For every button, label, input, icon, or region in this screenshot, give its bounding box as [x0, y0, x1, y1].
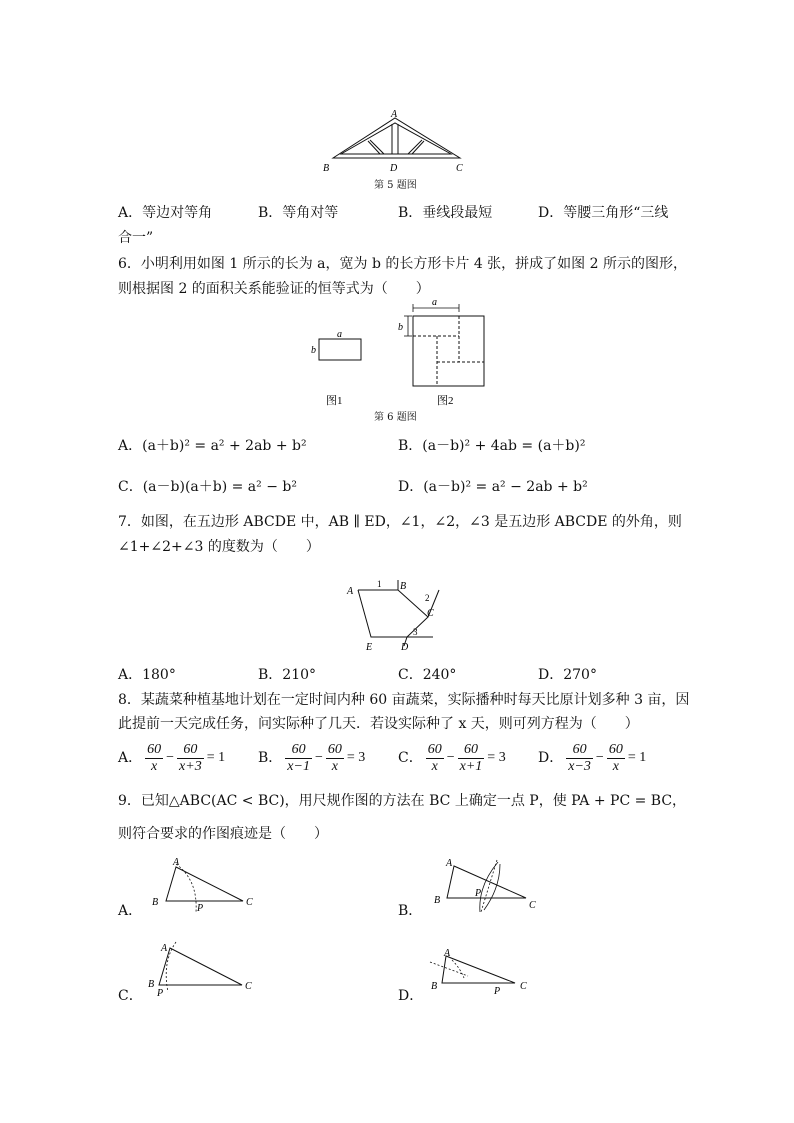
q7-label-a: A	[347, 586, 354, 597]
q7-label-c: C	[427, 608, 434, 619]
q6-caption: 第 6 题图	[374, 412, 417, 423]
q8-a-rhs: = 1	[206, 750, 226, 765]
q7-label-3: 3	[413, 627, 418, 637]
q7-stem-line1: 7．如图，在五边形 ABCDE 中，AB ∥ ED，∠1，∠2，∠3 是五边形 ABCDE 的外角，则	[118, 514, 682, 530]
q6-fig1-a-label: a	[337, 329, 342, 340]
q8-b-rhs: = 3	[346, 750, 366, 765]
q6-option-b: B．(a－b)² + 4ab = (a＋b)²	[398, 438, 586, 454]
q5-label-a: A	[391, 109, 398, 120]
q8-b-frac2: $\frac{60}{x}$	[327, 741, 342, 774]
q7-option-c: C．240°	[398, 667, 457, 683]
q7-label-d: D	[401, 642, 409, 653]
q9c-label-c: C	[245, 981, 252, 992]
q9-option-c: C．	[118, 988, 143, 1004]
q9c-label-p: P	[157, 988, 164, 999]
q9c-label-b: B	[148, 979, 155, 990]
q8-option-c: C． $\frac{60}{x}$ − $\frac{60}{x+1}$ = 3	[398, 741, 506, 774]
q9b-label-a: A	[446, 858, 453, 869]
q8-b-frac1: $\frac{60}{x-1}$	[287, 741, 310, 774]
q9-option-b: B．	[398, 903, 423, 919]
q8-option-c-letter: C．	[398, 750, 423, 766]
q8-option-a: A． $\frac{60}{x}$ − $\frac{60}{x+3}$ = 1	[118, 741, 226, 774]
q7-label-2: 2	[425, 593, 430, 603]
q8-option-d: D． $\frac{60}{x-3}$ − $\frac{60}{x}$ = 1	[538, 741, 647, 774]
q9-option-a: A．	[118, 903, 143, 919]
q5-label-b: B	[323, 163, 330, 174]
q5-option-a: A．等边对等角	[118, 205, 213, 221]
q8-c-rhs: = 3	[487, 750, 506, 765]
q9b-label-p: P	[475, 888, 482, 899]
q9d-label-p: P	[494, 986, 501, 997]
q6-fig2-a-label: a	[432, 297, 437, 308]
q7-option-b: B．210°	[258, 667, 317, 683]
q9a-label-c: C	[246, 897, 253, 908]
q9a-label-p: P	[197, 903, 204, 914]
q6-fig1-label: 图1	[326, 395, 343, 407]
q9a-label-b: B	[152, 897, 159, 908]
q8-a-frac1: $\frac{60}{x}$	[147, 741, 162, 774]
q7-option-d: D．270°	[538, 667, 597, 683]
q7-label-b: B	[400, 581, 407, 592]
q8-option-d-letter: D．	[538, 750, 564, 766]
q7-stem-line2: ∠1+∠2+∠3 的度数为（ ）	[118, 539, 320, 555]
q6-stem-line2: 则根据图 2 的面积关系能验证的恒等式为（ ）	[118, 281, 430, 297]
q5-label-c: C	[456, 163, 463, 174]
q5-option-d-cont: 合一”	[118, 230, 154, 246]
q9-stem-line1: 9．已知△ABC(AC < BC)，用尺规作图的方法在 BC 上确定一点 P，使 PA + PC = BC，	[118, 793, 687, 809]
q9d-label-c: C	[520, 981, 527, 992]
q8-c-frac1: $\frac{60}{x}$	[427, 741, 442, 774]
q6-fig1-b-label: b	[311, 345, 316, 356]
q6-fig2-label: 图2	[437, 395, 454, 407]
q6-option-c: C．(a－b)(a＋b) = a² − b²	[118, 479, 297, 495]
q7-label-1: 1	[377, 579, 382, 589]
q9-stem-line2: 则符合要求的作图痕迹是（ ）	[118, 826, 328, 842]
q8-d-rhs: = 1	[627, 750, 647, 765]
q6-fig2-b-label: b	[398, 322, 403, 333]
q9-option-d: D．	[398, 988, 424, 1004]
q6-option-d: D．(a－b)² = a² − 2ab + b²	[398, 479, 588, 495]
q8-option-b-letter: B．	[258, 750, 283, 766]
q7-label-e: E	[366, 642, 373, 653]
q5-option-c: B．垂线段最短	[398, 205, 493, 221]
q9d-label-b: B	[431, 981, 438, 992]
q8-option-b: B． $\frac{60}{x-1}$ − $\frac{60}{x}$ = 3	[258, 741, 366, 774]
q6-stem-line1: 6．小明利用如图 1 所示的长为 a，宽为 b 的长方形卡片 4 张，拼成了如图 2 所示的图形，	[118, 256, 687, 272]
q8-a-frac2: $\frac{60}{x+3}$	[179, 741, 202, 774]
q5-caption: 第 5 题图	[374, 180, 417, 191]
q9a-label-a: A	[173, 857, 180, 868]
q5-option-d: D．等腰三角形“三线	[538, 205, 669, 221]
q8-d-frac1: $\frac{60}{x-3}$	[568, 741, 591, 774]
q8-c-frac2: $\frac{60}{x+1}$	[459, 741, 483, 774]
q5-option-b: B．等角对等	[258, 205, 339, 221]
q9c-label-a: A	[161, 943, 168, 954]
q7-option-a: A．180°	[118, 667, 176, 683]
q5-label-d: D	[390, 163, 398, 174]
q9b-label-c: C	[529, 900, 536, 911]
q9d-label-a: A	[444, 948, 451, 959]
q6-option-a: A．(a＋b)² = a² + 2ab + b²	[118, 438, 307, 454]
q8-stem-line2: 此提前一天完成任务，问实际种了几天．若设实际种了 x 天，则可列方程为（ ）	[118, 716, 639, 732]
q9b-label-b: B	[434, 895, 441, 906]
q8-option-a-letter: A．	[118, 750, 143, 766]
q8-stem-line1: 8．某蔬菜种植基地计划在一定时间内种 60 亩蔬菜，实际播种时每天比原计划多种 3 亩，因	[118, 692, 690, 708]
q8-d-frac2: $\frac{60}{x}$	[608, 741, 623, 774]
